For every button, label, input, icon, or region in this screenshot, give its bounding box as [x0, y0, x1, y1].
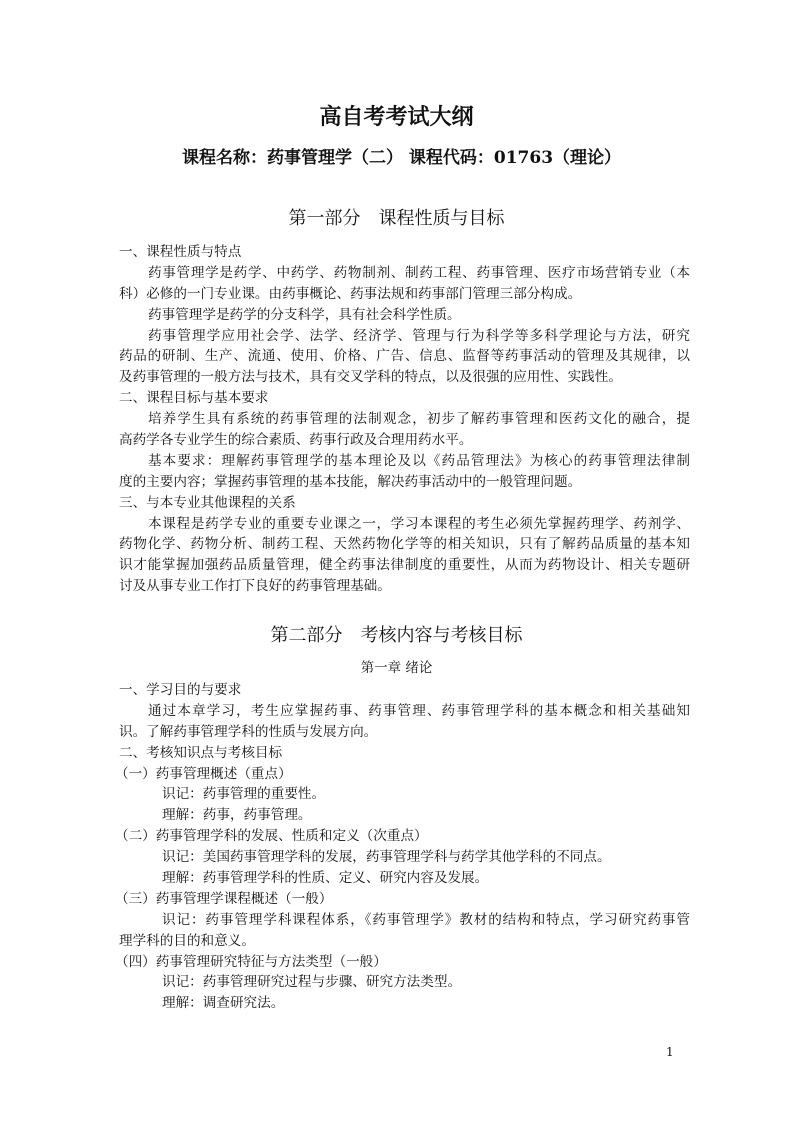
paragraph-line: 药事管理学是药学的分支科学，具有社会科学性质。	[148, 306, 461, 323]
section-heading: 一、学习目的与要求	[119, 682, 242, 698]
section-heading: 二、课程目标与基本要求	[119, 390, 269, 407]
paragraph-line: 讨及从事专业工作打下良好的药事管理基础。	[119, 578, 391, 595]
paragraph-line: 识记：美国药事管理学科的发展，药事管理学科与药学其他学科的不同点。	[162, 849, 611, 866]
paragraph-line: 理学科的目的和意义。	[119, 932, 255, 949]
paragraph-line: 识记：药事管理研究过程与步骤、研究方法类型。	[162, 974, 462, 991]
section-heading: 二、考核知识点与考核目标	[119, 744, 283, 761]
paragraph-line: 识记：药事管理的重要性。	[162, 786, 326, 803]
subsection-heading: （二）药事管理学科的发展、性质和定义（次重点）	[115, 828, 428, 845]
paragraph-line: 基本要求：理解药事管理学的基本理论及以《药品管理法》为核心的药事管理法律制	[148, 452, 690, 469]
paragraph-line: 培养学生具有系统的药事管理的法制观念，初步了解药事管理和医药文化的融合，提	[148, 411, 690, 428]
paragraph-line: 高药学各专业学生的综合素质、药事行政及合理用药水平。	[119, 432, 473, 449]
paragraph-line: 药品的研制、生产、流通、使用、价格、广告、信息、监督等药事活动的管理及其规律，以	[119, 348, 690, 365]
section-heading: 一、课程性质与特点	[119, 244, 242, 260]
paragraph-line: 理解：调查研究法。	[162, 995, 285, 1012]
part2-heading: 第二部分 考核内容与考核目标	[270, 625, 523, 646]
paragraph-line: 识记：药事管理学科课程体系，《药事管理学》教材的结构和特点，学习研究药事管	[162, 911, 690, 928]
subsection-heading: （一）药事管理概述（重点）	[115, 765, 292, 782]
part2-body	[115, 680, 690, 1014]
paragraph-line: 本课程是药学专业的重要专业课之一，学习本课程的考生必须先掌握药理学、药剂学、	[148, 515, 690, 532]
paragraph-line: 及药事管理的一般方法与技术，具有交叉学科的特点，以及很强的应用性、实践性。	[119, 369, 622, 386]
paragraph-line: 药事管理学是药学、中药学、药物制剂、制药工程、药事管理、医疗市场营销专业（本	[148, 264, 690, 281]
paragraph-line: 科）必修的一门专业课。由药事概论、药事法规和药事部门管理三部分构成。	[119, 285, 582, 302]
section-heading: 三、与本专业其他课程的关系	[119, 494, 296, 511]
paragraph-line: 理解：药事管理学科的性质、定义、研究内容及发展。	[162, 870, 489, 887]
document-title: 高自考考试大纲	[319, 104, 474, 130]
paragraph-line: 药物化学、药物分析、制药工程、天然药物化学等的相关知识，只有了解药品质量的基本知	[119, 536, 690, 553]
paragraph-line: 度的主要内容；掌握药事管理的基本技能，解决药事活动中的一般管理问题。	[119, 473, 582, 490]
part1-body	[119, 242, 690, 597]
chapter-heading: 第一章 绪论	[360, 660, 433, 676]
paragraph-line: 通过本章学习，考生应掌握药事、药事管理、药事管理学科的基本概念和相关基础知	[148, 702, 690, 719]
subsection-heading: （三）药事管理学课程概述（一般）	[115, 890, 333, 907]
course-subtitle: 课程名称：药事管理学（二） 课程代码：01763（理论）	[181, 148, 622, 168]
paragraph-line: 识才能掌握加强药品质量管理，健全药事法律制度的重要性，从而为药物设计、相关专题研	[119, 557, 690, 574]
subsection-heading: （四）药事管理研究特征与方法类型（一般）	[115, 953, 387, 970]
page-number: 1	[666, 1045, 674, 1059]
part1-heading: 第一部分 课程性质与目标	[288, 208, 505, 229]
paragraph-line: 理解：药事，药事管理。	[162, 807, 312, 824]
paragraph-line: 识。了解药事管理学科的性质与发展方向。	[119, 723, 378, 740]
paragraph-line: 药事管理学应用社会学、法学、经济学、管理与行为科学等多科学理论与方法，研究	[148, 327, 690, 344]
